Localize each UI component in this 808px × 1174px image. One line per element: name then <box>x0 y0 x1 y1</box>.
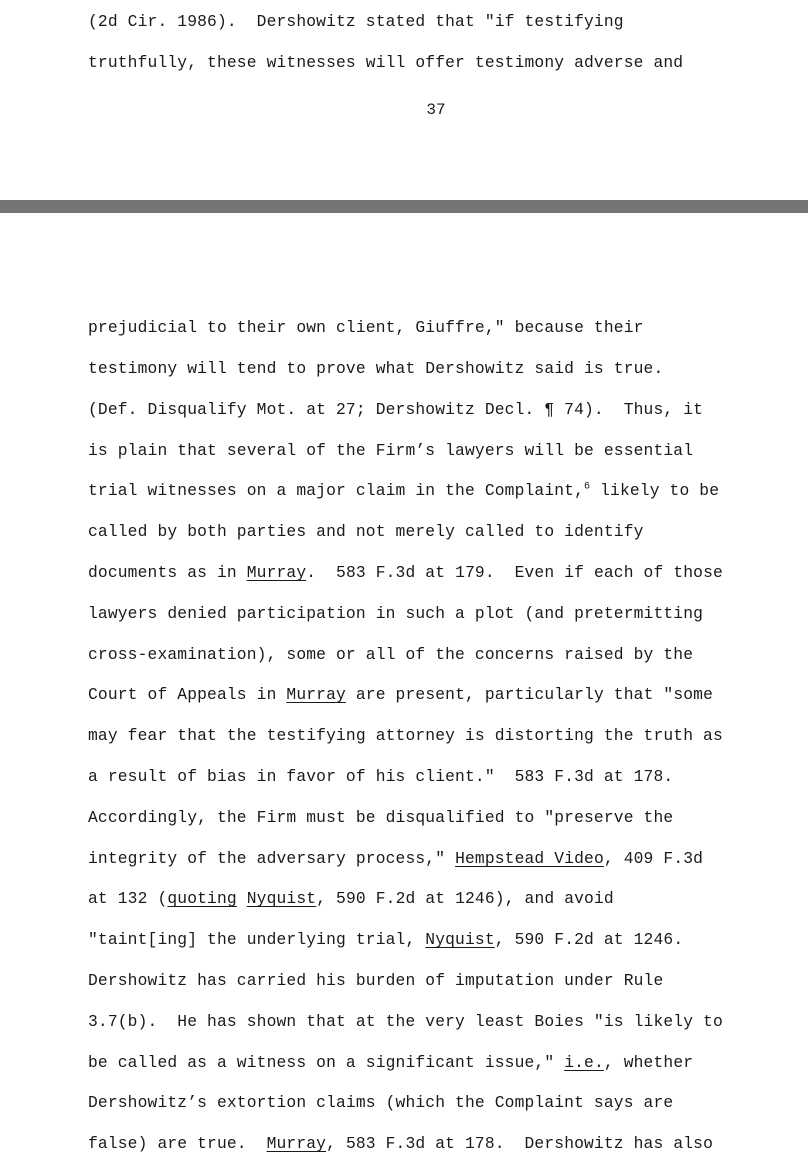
text-line <box>88 481 719 501</box>
text-segment: "taint[ing] the underlying trial, <box>88 930 426 949</box>
signal-word: quoting <box>167 889 237 908</box>
previous-page <box>0 0 808 200</box>
text-line: testimony will tend to prove what Dershowitz said is true. <box>88 359 664 378</box>
text-segment: are present, particularly that "some <box>345 685 714 704</box>
page-number: 37 <box>426 101 446 119</box>
text-line <box>88 1134 713 1154</box>
case-citation: Hempstead Video <box>455 849 604 868</box>
text-line: lawyers denied participation in such a plot (and pretermitting <box>88 604 704 623</box>
text-segment: false) are true. <box>88 1134 267 1153</box>
page-divider <box>0 200 808 213</box>
text-line: cross-examination), some or all of the concerns raised by the <box>88 645 694 664</box>
text-line: Dershowitz’s extortion claims (which the Complaint says are <box>88 1093 674 1112</box>
current-page <box>0 213 808 1174</box>
text-line: truthfully, these witnesses will offer testimony adverse and <box>88 53 684 72</box>
text-segment: , 409 F.3d <box>603 849 704 868</box>
text-line: a result of bias in favor of his client." 583 F.3d at 178. <box>88 767 674 786</box>
footnote-marker: 6 <box>584 481 591 493</box>
text-segment: Court of Appeals in <box>88 685 287 704</box>
text-segment: , 583 F.3d at 178. Dershowitz has also <box>326 1134 714 1153</box>
text-line: Dershowitz has carried his burden of imputation under Rule <box>88 971 664 990</box>
text-line: (Def. Disqualify Mot. at 27; Dershowitz Decl. ¶ 74). Thus, it <box>88 400 704 419</box>
case-citation: Murray <box>286 685 346 704</box>
text-line <box>88 930 683 950</box>
text-segment: at 132 ( <box>88 889 168 908</box>
case-citation: Nyquist <box>425 930 495 949</box>
case-citation: Nyquist <box>246 889 317 908</box>
text-line: (2d Cir. 1986). Dershowitz stated that "if testifying <box>88 12 624 31</box>
text-segment: . 583 F.3d at 179. Even if each of those <box>306 563 723 582</box>
text-segment <box>237 889 247 908</box>
text-line <box>88 563 723 583</box>
text-line: is plain that several of the Firm’s lawyers will be essential <box>88 441 694 460</box>
case-citation: Murray <box>266 1134 327 1153</box>
text-segment: documents as in <box>88 563 247 582</box>
text-line: Accordingly, the Firm must be disqualified to "preserve the <box>88 808 674 827</box>
text-segment: , whether <box>603 1053 694 1072</box>
text-segment: , 590 F.2d at 1246), and avoid <box>316 889 614 908</box>
text-line: called by both parties and not merely called to identify <box>88 522 644 541</box>
text-line: may fear that the testifying attorney is distorting the truth as <box>88 726 723 745</box>
case-citation: Murray <box>246 563 307 582</box>
text-segment: trial witnesses on a major claim in the Complaint, <box>88 481 585 500</box>
text-segment: , 590 F.2d at 1246. <box>494 930 684 949</box>
text-line <box>88 685 713 705</box>
signal-word: i.e. <box>564 1053 604 1072</box>
text-line <box>88 889 614 909</box>
text-line: 3.7(b). He has shown that at the very least Boies "is likely to <box>88 1012 723 1031</box>
text-line <box>88 1053 693 1073</box>
text-segment: likely to be <box>590 481 720 500</box>
text-segment: be called as a witness on a significant issue," <box>88 1053 565 1072</box>
text-line <box>88 849 703 869</box>
text-line: prejudicial to their own client, Giuffre," because their <box>88 318 644 337</box>
text-segment: integrity of the adversary process," <box>88 849 456 868</box>
